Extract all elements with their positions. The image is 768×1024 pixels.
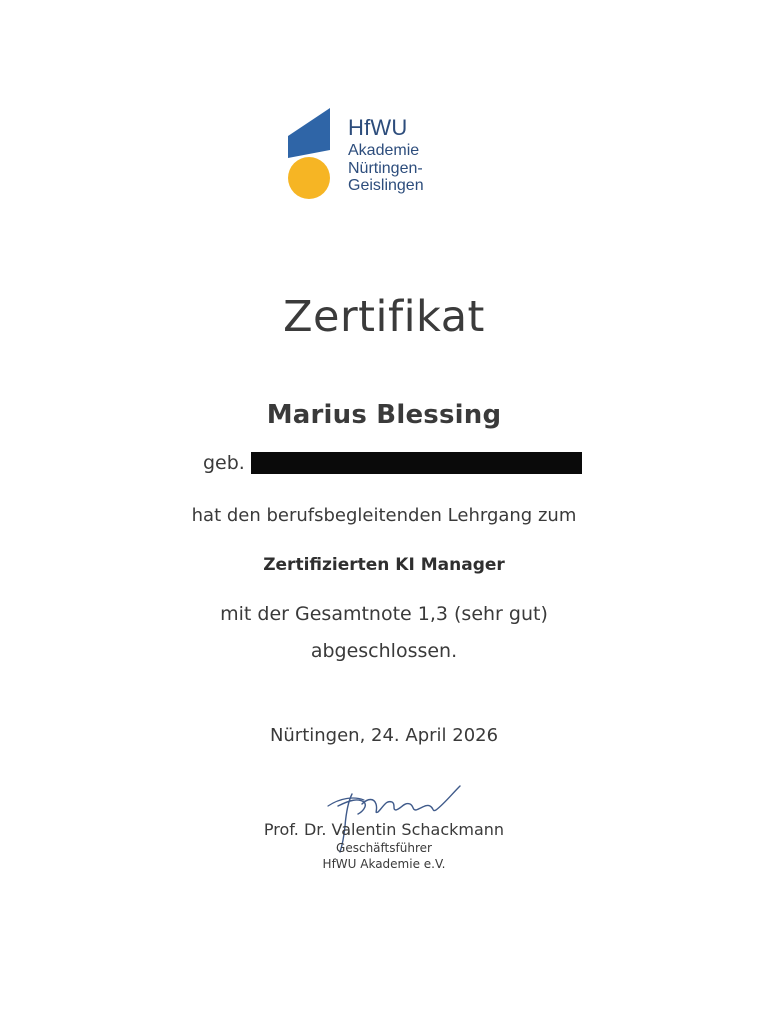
hfwu-logo xyxy=(284,106,494,202)
logo-text xyxy=(348,116,494,194)
signatory-name: Prof. Dr. Valentin Schackmann xyxy=(263,820,505,839)
logo-line-akademie: Akademie xyxy=(348,142,420,160)
grade-text: mit der Gesamtnote 1,3 (sehr gut) xyxy=(220,603,548,625)
signatory-organization: HfWU Akademie e.V. xyxy=(322,857,446,871)
logo-line-hfwu: HfWU xyxy=(348,115,408,140)
birth-label: geb. xyxy=(203,452,245,474)
certificate-title: Zertifikat xyxy=(283,292,485,342)
completed-text: abgeschlossen. xyxy=(310,640,458,662)
redaction-bar xyxy=(251,452,582,474)
course-name: Zertifizierten KI Manager xyxy=(263,555,505,575)
hfwu-logo-mark-icon xyxy=(284,106,332,202)
logo-line-location: Nürtingen-Geislingen xyxy=(348,159,424,194)
place-date: Nürtingen, 24. April 2026 xyxy=(269,725,499,746)
recipient-name: Marius Blessing xyxy=(266,400,502,430)
birth-row xyxy=(193,450,593,480)
signatory-role: Geschäftsführer xyxy=(336,841,432,855)
course-intro-text: hat den berufsbegleitenden Lehrgang zum xyxy=(191,505,577,526)
